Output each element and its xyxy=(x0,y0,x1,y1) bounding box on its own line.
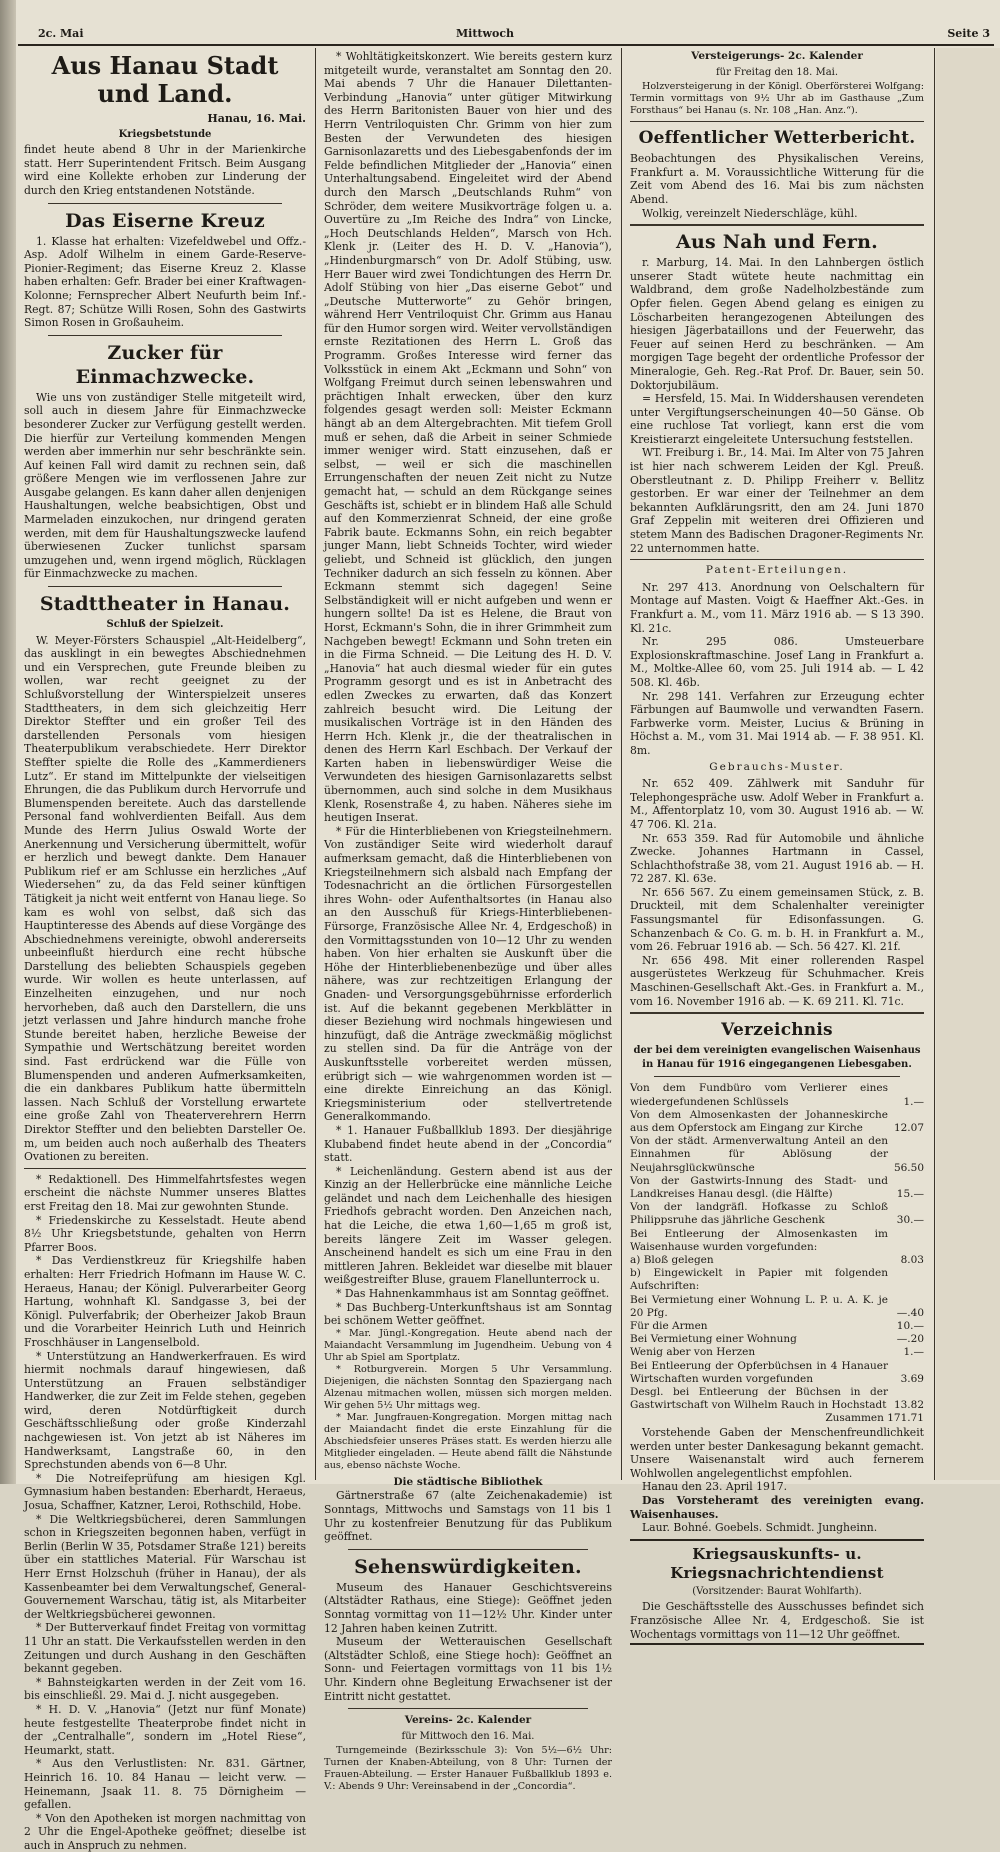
sight-entry: Museum der Wetterauischen Gesellschaft (Altstädter Schloß, eine Stiege hoch): Geöffnet an Sonn- und Feiertagen vormittags von 11 bis 1½ Uhr. Kindern ohne Begleitung Erwachsener ist der Eintritt nicht gestattet. xyxy=(324,1635,612,1703)
article-heading: Sehenswürdigkeiten. xyxy=(354,1555,582,1578)
donation-amount: —.20 xyxy=(896,1333,924,1346)
donation-source: Desgl. bei Entleerung der Büchsen in der Gastwirtschaft von Wilhelm Rauch in Hochstadt xyxy=(630,1386,888,1412)
article-text: Vorstehende Gaben der Menschenfreundlichkeit werden unter bester Dankesagung bekannt gemacht. Unsere Waisenanstalt wird auch fernerem Wohlwollen angelegentlichst empfohlen. xyxy=(630,1426,924,1480)
weather-forecast: Wolkig, vereinzelt Niederschläge, kühl. xyxy=(642,206,858,220)
article-subheading: Schluß der Spielzeit. xyxy=(106,619,224,631)
article-text: Die Geschäftsstelle des Ausschusses befindet sich Französische Allee Nr. 4, Erdgeschoß. Sie ist Wochentags vormittags von 11—12 Uhr geöffnet. xyxy=(630,1600,924,1641)
donation-source: Wenig aber von Herzen xyxy=(630,1346,756,1359)
donation-source: Bei Vermietung einer Wohnung L. P. u. A. K. je 20 Pfg. xyxy=(630,1293,888,1319)
local-note: * Unterstützung an Handwerkerfrauen. Es wird hiermit nochmals darauf hingewiesen, daß Unterstützung an Frauen selbständiger Handwerker, die zur Zeit im Felde stehen, gegeben wird, deren Notdürftigkeit durch Geschäftsschließung oder große Kinderzahl nachgewiesen ist. Von jetzt ab ist Näheres im Handwerksamt, Langstraße 60, in den Sprechstunden abends von 6—8 Uhr. xyxy=(24,1349,306,1472)
donation-total: Zusammen 171.71 xyxy=(825,1412,924,1425)
calendar-text: Turngemeinde (Bezirksschule 3): Von 5½—6½ Uhr: Turnen der Knaben-Abteilung, von 8 Uhr: Turnen der Frauen-Abteilung. — Erster Hanauer Fußballklub 1893 e. V.: Abends 9 Uhr: Vereinsabend in der „Concordia“. xyxy=(324,1745,612,1793)
donation-source: Bei Entleerung der Opferbüchsen in 4 Hanauer Wirtschaften wurden vorgefunden xyxy=(630,1359,888,1385)
sight-entry: Museum des Hanauer Geschichtsvereins (Altstädter Rathaus, eine Stiege): Geöffnet jeden Sonntag vormittag von 11—12½ Uhr. Kinder unter 12 Jahren haben keinen Zutritt. xyxy=(324,1580,612,1635)
calendar-text: Holzversteigerung in der Königl. Oberförsterei Wolfgang: Termin vormittags von 9½ Uhr ab im Gasthause „Zum Forsthaus“ bei Hanau (s. Nr. 108 „Han. Anz.“). xyxy=(630,81,924,117)
divider xyxy=(48,586,282,587)
local-note: * Rotburgverein. Morgen 5 Uhr Versammlung. Diejenigen, die nächsten Sonntag den Spaziergang nach Alzenau mitmachen wollen, müssen sich morgen melden. Wir gehen 5½ Uhr mittags weg. xyxy=(324,1363,612,1411)
weather-text: Beobachtungen des Physikalischen Vereins, Frankfurt a. M. Voraussichtliche Witterung für die Zeit vom Abend des 16. Mai bis zum nächsten Abend. xyxy=(630,152,924,206)
donation-amount xyxy=(888,1228,924,1254)
donation-row xyxy=(630,1333,924,1346)
donation-source: Bei Vermietung einer Wohnung xyxy=(630,1333,797,1346)
local-note: * Das Verdienstkreuz für Kriegshilfe haben erhalten: Herr Friedrich Hofmann im Hause W. C. Heraeus, Hanau; der Königl. Pulverarbeiter Georg Hartung, wohnhaft Kl. Sandgasse 3, bei der Königl. Pulverfabrik; der Oberheizer Jakob Braun und die Vorarbeiter Heinrich Luth und Heinrich Froschhäuser in Langenselbold. xyxy=(24,1254,306,1349)
donation-row xyxy=(630,1254,924,1267)
donation-row xyxy=(630,1201,924,1227)
article-heading: Das Eiserne Kreuz xyxy=(65,209,265,232)
donation-amount: 13.82 xyxy=(893,1399,924,1412)
divider xyxy=(348,1708,588,1709)
dateline: Hanau, 16. Mai. xyxy=(207,112,306,125)
header-rule xyxy=(18,44,994,46)
donation-source: Von der städt. Armenverwaltung Anteil an den Einnahmen für Ablösung der Neujahrsglückwünsche xyxy=(630,1135,888,1174)
donation-row xyxy=(630,1386,924,1412)
local-note: * Von den Apotheken ist morgen nachmittag von 2 Uhr die Engel-Apotheke geöffnet; dieselbe ist auch in Anspruch zu nehmen. xyxy=(24,1811,306,1852)
divider xyxy=(48,335,282,336)
article-text: Wie uns von zuständiger Stelle mitgeteilt wird, soll auch in diesem Jahre für Einmachzwecke besonderer Zucker zur Verfügung gestellt werden. Die hierfür zur Verteilung kommenden Mengen werden aber immerhin nur sehr beschränkte sein. Auf keinen Fall wird damit zu rechnen sein, daß größere Mengen wie im verflossenen Jahre zur Ausgabe gelangen. Es kann daher allen denjenigen Haushaltungen, welche beabsichtigen, Obst und Marmeladen einzukochen, nur dringend geraten werden, mit dem für Haushaltungszwecke laufend überwiesenen Zucker tunlichst sparsam umzugehen und, wenn irgend möglich, Rücklagen für Einmachzwecke zu machen. xyxy=(24,390,306,581)
article-text: W. Meyer-Försters Schauspiel „Alt-Heidelberg“, das ausklingt in ein bewegtes Abschiednehmen und ein Versprechen, gute Freunde bleiben zu wollen, war recht geeignet zu der Schlußvorstellung der Winterspielzeit unseres Stadttheaters, in dem sich gleichzeitig Herr Direktor Steffter und ein großer Teil des darstellenden Personals vom hiesigen Theaterpublikum verabschiedete. Herr Direktor Steffter spielte die Rolle des „Kammerdieners Lutz“. Er stand im Mittelpunkte der vielseitigen Ehrungen, die das Publikum durch Hervorrufe und Blumenspenden bereitete. Auch das darstellende Personal fand wohlverdienten Beifall. Aus dem Munde des Herrn Julius Oswald Worte der Anerkennung und Versicherung übermittelt, wofür er herzlich und bewegt dankte. Dem Hanauer Publikum rief er am Schlusse ein herzliches „Auf Wiedersehen“ zu, da das Feld seiner künftigen Tätigkeit ja nicht weit entfernt von Hanau liege. So kam es wohl von selbst, daß sich das Hauptinteresse des Abends auf diese Vorgänge des Abschiednehmens vereinigte, obwohl andererseits unbeeinflußt hierdurch eine recht hübsche Darstellung des beliebten Schauspiels gegeben wurde. Wir wollen es heute unterlassen, auf Einzelheiten einzugehen, und nur noch hervorheben, daß auch den Darstellern, die uns jetzt verlassen und Jahre hindurch manche frohe Stunde bereitet haben, herzliche Beweise der Sympathie und Wertschätzung bereitet worden sind. Fast erdrückend war die Fülle von Blumenspenden und anderen Aufmerksamkeiten, die ein dankbares Publikum hatte übermitteln lassen. Nach Schluß der Vorstellung erwartete eine große Zahl von Theaterverehrern Herrn Direktor Steffter und den beliebten Darsteller Oe. m, um beiden auch noch außerhalb des Theaters Ovationen zu bereiten. xyxy=(24,633,306,1164)
donation-amount: 56.50 xyxy=(893,1161,924,1174)
donation-amount: 8.03 xyxy=(900,1254,924,1267)
column-1 xyxy=(20,50,312,1852)
page-edge xyxy=(0,0,16,1484)
patent-entry: Nr. 652 409. Zählwerk mit Sanduhr für Telephongespräche usw. Adolf Weber in Frankfurt a. M., Affentorplatz 10, vom 30. August 1916 ab. — W. 47 706. Kl. 21a. xyxy=(630,777,924,831)
article-heading: Oeffentlicher Wetterbericht. xyxy=(638,128,916,149)
calendar-subheading: für Freitag den 18. Mai. xyxy=(715,66,839,78)
patent-entry: Nr. 656 567. Zu einem gemeinsamen Stück, z. B. Druckteil, mit dem Schalenhalter vereinigter Fassungsmantel für Edisonfassungen. G. Schanzenbach & Co. G. m. b. H. in Frankfurt a. M., vom 26. Februar 1916 ab. — Sch. 56 427. Kl. 21f. xyxy=(630,885,924,954)
divider xyxy=(630,224,924,226)
news-item: = Hersfeld, 15. Mai. In Widdershausen verendeten unter Vergiftungserscheinungen 40—50 Gänse. Ob eine ruchlose Tat vorliegt, kann erst die vom Kreistierarzt eingeleitete Untersuchung feststellen. xyxy=(630,392,924,446)
local-note: * Der Butterverkauf findet Freitag von vormittag 11 Uhr an statt. Die Verkaufsstellen werden in den Zeitungen und durch Aushang in den Geschäften bekannt gegeben. xyxy=(24,1621,306,1676)
divider xyxy=(348,1549,588,1550)
donation-amount: 10.— xyxy=(896,1320,924,1333)
article-heading: Aus Nah und Fern. xyxy=(676,231,878,254)
local-note: * H. D. V. „Hanovia“ (Jetzt nur fünf Monate) heute festgestellte Theaterprobe findet nicht in der „Centralhalle“, sondern im „Hotel Riese“, Heumarkt, statt. xyxy=(24,1702,306,1757)
local-note: * Aus den Verlustlisten: Nr. 831. Gärtner, Heinrich 16. 10. 84 Hanau — leicht verw. — Heinemann, Jsaak 11. 8. 75 Dörnigheim — gefallen. xyxy=(24,1757,306,1812)
column-rule xyxy=(315,48,316,1480)
donation-row xyxy=(630,1320,924,1333)
donation-row xyxy=(630,1175,924,1201)
column-3 xyxy=(624,50,930,1641)
page-margin xyxy=(936,48,1000,1480)
donation-row xyxy=(630,1294,924,1320)
donation-amount: 12.07 xyxy=(893,1122,924,1135)
local-note: * Das Buchberg-Unterkunftshaus ist am Sonntag bei schönem Wetter geöffnet. xyxy=(324,1300,612,1328)
patent-entry: Nr. 295 086. Umsteuerbare Explosionskraftmaschine. Josef Lang in Frankfurt a. M., Moltke-Allee 60, vom 25. Juli 1914 ab. — L 42 508. Kl. 46b. xyxy=(630,635,924,689)
donation-amount: 15.— xyxy=(896,1188,924,1201)
donation-amount: 3.69 xyxy=(900,1372,924,1385)
article-signature: Das Vorsteheramt des vereinigten evang. Waisenhauses. xyxy=(630,1494,924,1521)
donation-source: Von der landgräfl. Hofkasse zu Schloß Philippsruhe das jährliche Geschenk xyxy=(630,1201,888,1227)
donation-source: Von dem Almosenkasten der Johanneskirche aus dem Opferstock am Eingang zur Kirche xyxy=(630,1108,888,1135)
patent-entry: Nr. 298 141. Verfahren zur Erzeugung echter Färbungen auf Baumwolle und verwandten Fasern. Farbwerke vorm. Meister, Lucius & Brüning in Höchst a. M., vom 31. Mai 1914 ab. — F. 38 951. Kl. 8m. xyxy=(630,689,924,757)
local-note: * Die Weltkriegsbücherei, deren Sammlungen schon in Kriegszeiten begonnen haben, verfügt in Berlin (Berlin W 35, Potsdamer Straße 121) bereits über ein stattliches Material. Für Warschau ist Herr Ernst Holzschuh (früher in Hanau), der als Kassenbeamter bei dem Verwaltungschef, General-Gouvernement Warschau, tätig ist, als Mitarbeiter der Weltkriegsbücherei gewonnen. xyxy=(24,1512,306,1621)
header-page-number: Seite 3 xyxy=(947,27,990,40)
column-rule xyxy=(621,48,622,1480)
divider xyxy=(630,121,924,122)
patent-entry: Nr. 297 413. Anordnung von Oelschaltern für Montage auf Masten. Voigt & Haeffner Akt.-Ges. in Frankfurt a. M., vom 11. März 1916 ab. — S 13 390. Kl. 21c. xyxy=(630,580,924,635)
donation-amount: —.40 xyxy=(896,1306,924,1319)
local-note: * 1. Hanauer Fußballklub 1893. Der diesjährige Klubabend findet heute abend in der „Concordia“ statt. xyxy=(324,1123,612,1165)
local-note: * Für die Hinterbliebenen von Kriegsteilnehmern. Von zuständiger Seite wird wiederholt darauf aufmerksam gemacht, daß die Hinterbliebenen von Kriegsteilnehmern sich alsbald nach Empfang der Todesnachricht an die örtlichen Fürsorgestellen ihres Wohn- oder Aufenthaltsortes (in Hanau also an den Ausschuß für Kriegs-Hinterbliebenen-Fürsorge, Französische Allee Nr. 4, Erdgeschoß) in den Vormittagsstunden von 10—12 Uhr zu wenden haben. Von hier erhalten sie Auskunft über die Höhe der Hinterbliebenenbezüge und über alles nähere, was zur rechtzeitigen Erlangung der Gnaden- und Versorgungsgebührnisse erforderlich ist. Auf die bekannt gegebenen Merkblätter in dieser Beziehung wird nochmals hingewiesen und hinzufügt, daß die Anträge zweckmäßig möglichst zu stellen sind. Da für die Anträge von der Auskunftsstelle vorbereitet werden müssen, erübrigt sich — wie wahrgenommen worden ist — eine direkte Einreichung an das Königl. Kriegsministerium oder stellvertretende Generalkommando. xyxy=(324,824,612,1124)
article-heading: Patent-Erteilungen. xyxy=(705,564,849,577)
patent-entry: Nr. 653 359. Rad für Automobile und ähnliche Zwecke. Johannes Hartmann in Cassel, Schlachthofstraße 38, vom 21. August 1916 ab. — H. 72 287. Kl. 63e. xyxy=(630,831,924,886)
donation-row xyxy=(630,1082,924,1108)
donation-table xyxy=(630,1082,924,1412)
section-masthead: Aus Hanau Stadt und Land. xyxy=(51,51,279,108)
donation-source: b) Eingewickelt in Papier mit folgenden Aufschriften: xyxy=(630,1267,888,1293)
local-note: * Das Hahnenkammhaus ist am Sonntag geöffnet. xyxy=(336,1287,610,1301)
column-rule xyxy=(934,48,935,1480)
header-date: 2c. Mai xyxy=(38,27,84,40)
article-text: Gärtnerstraße 67 (alte Zeichenakademie) ist Sonntags, Mittwochs und Samstags von 11 bis 1 Uhr zu kostenfreier Benutzung für das Publikum geöffnet. xyxy=(324,1489,612,1544)
donation-row xyxy=(630,1109,924,1135)
article-text: 1. Klasse hat erhalten: Vizefeldwebel und Offz.-Asp. Adolf Wilhelm in einem Garde-Reserve-Pionier-Regiment; das Eiserne Kreuz 2. Klasse haben erhalten: Gefr. Brader bei einer Kraftwagen-Kolonne; Fernsprecher Albert Neufurth beim Inf.-Regt. 87; Schütze Willi Rosen, Sohn des Gastwirts Simon Rosen in Großauheim. xyxy=(24,234,306,330)
article-text: findet heute abend 8 Uhr in der Marienkirche statt. Herr Superintendent Fritsch. Beim Ausgang wird eine Kollekte erhoben zur Linderung der durch den Krieg entstandenen Notstände. xyxy=(24,143,306,197)
local-note: * Friedenskirche zu Kesselstadt. Heute abend 8½ Uhr Kriegsbetstunde, gehalten von Herrn Pfarrer Boos. xyxy=(24,1213,306,1254)
donation-amount: 1.— xyxy=(903,1095,924,1108)
donation-amount: 30.— xyxy=(896,1214,924,1227)
header-weekday: Mittwoch xyxy=(456,27,515,40)
local-note: * Redaktionell. Des Himmelfahrtsfestes wegen erscheint die nächste Nummer unseres Blattes erst Freitag den 18. Mai zur gewohnten Stunde. xyxy=(24,1172,306,1213)
divider xyxy=(48,203,282,204)
calendar-heading: Versteigerungs- 2c. Kalender xyxy=(691,50,863,62)
divider xyxy=(630,559,924,560)
notice-box xyxy=(630,1539,924,1645)
donation-amount: 1.— xyxy=(903,1346,924,1359)
calendar-heading: Vereins- 2c. Kalender xyxy=(404,1714,532,1727)
article-subheading: der bei dem vereinigten evangelischen Waisenhaus in Hanau für 1916 eingegangenen Liebesgaben. xyxy=(633,1045,921,1070)
donation-row xyxy=(630,1228,924,1254)
divider xyxy=(630,1012,924,1014)
news-item: WT. Freiburg i. Br., 14. Mai. Im Alter von 75 Jahren ist hier nach schwerem Leiden der Kgl. Preuß. Oberstleutnant z. D. Philipp Freiherr v. Bellitz gestorben. Er war einer der Teilnehmer an dem bekannten Aufklärungsritt, den am 24. Juni 1870 Graf Zeppelin mit weiteren drei Offizieren und stetem Mann des Badischen Dragoner-Regiments Nr. 22 unternommen hatte. xyxy=(630,446,924,555)
article-heading: Stadttheater in Hanau. xyxy=(39,593,291,616)
donation-source: Von der Gastwirts-Innung des Stadt- und Landkreises Hanau desgl. (die Hälfte) xyxy=(630,1174,888,1201)
local-note: * Bahnsteigkarten werden in der Zeit vom 16. bis einschließl. 29. Mai d. J. nicht ausgegeben. xyxy=(24,1675,306,1703)
column-2 xyxy=(318,50,618,1793)
article-heading: Zucker für Einmachzwecke. xyxy=(75,341,255,388)
calendar-subheading: für Mittwoch den 16. Mai. xyxy=(401,1730,535,1742)
donation-source: Von dem Fundbüro vom Verlierer eines wiedergefundenen Schlüssels xyxy=(630,1082,888,1108)
divider xyxy=(24,1168,306,1169)
local-note: * Leichenländung. Gestern abend ist aus der Kinzig an der Hellerbrücke eine männliche Leiche geländet und nach dem Leichenhalle des hiesigen Friedhofs gebracht worden. Den Anzeichen nach, hat die Leiche, die etwa 1,60—1,65 m groß ist, bereits längere Zeit im Wasser gelegen. Anscheinend handelt es sich um eine Frau in den mittleren Jahren. Bekleidet war dieselbe mit blauer weißgestreifter Bluse, grauem Flanellunterrock u. xyxy=(324,1164,612,1287)
local-note: * Mar. Jüngl.-Kongregation. Heute abend nach der Maiandacht Versammlung im Jugendheim. Uebung von 4 Uhr ab Spiel am Sportplatz. xyxy=(324,1327,612,1363)
article-signature: Laur. Bohné. Goebels. Schmidt. Jungheinn. xyxy=(642,1521,878,1535)
patent-entry: Nr. 656 498. Mit einer rollerenden Raspel ausgerüstetes Werkzeug für Schuhmacher. Kreis Maschinen-Gesellschaft Akt.-Ges. in Frankfurt a. M., vom 16. November 1916 ab. — K. 69 211. Kl. 71c. xyxy=(630,953,924,1008)
article-subheading: (Vorsitzender: Baurat Wohlfarth). xyxy=(692,1585,862,1597)
local-note: * Wohltätigkeitskonzert. Wie bereits gestern kurz mitgeteilt wurde, veranstaltet am Sonntag den 20. Mai abends 7 Uhr die Hanauer Dilettanten-Verbindung „Hanovia“ unter gütiger Mitwirkung des Herrn Baritonisten Bauer von hier und des Herrn Ventriloquisten Chr. Grimm von hier zum Besten der Verwundeten des hiesigen Garnisonlazaretts und des Liebesgabenfonds der im Felde befindlichen Mitglieder der „Hanovia“ einen Unterhaltungsabend. Eingeleitet wird der Abend durch den Marsch „Deutschlands Ruhm“ von Schröder, dem weitere Musikvorträge folgen u. a. Ouvertüre zu „Im Reiche des Indra“ von Lincke, „Hoch Deutschlands Helden“, Marsch von Hch. Klenk jr. (Leiter des H. D. V. „Hanovia“), „Hindenburgmarsch“ von Dr. Adolf Stübing, usw. Herr Bauer wird zwei Tondichtungen des Herrn Dr. Adolf Stübing von hier „Das eiserne Gebot“ und „Deutsche Mutterworte“ zu Gehör bringen, während Herr Ventriloquist Chr. Grimm aus Hanau für den Humor sorgen wird. Weiter vervollständigen ernste Rezitationen des Herrn L. Groß das Programm. Großes Interesse wird ferner das Volksstück in einem Akt „Eckmann und Sohn“ von Wolfgang Freimut durch seinen lebenswahren und prächtigen Inhalt erwecken, über den kurz folgendes gesagt werden soll: Meister Eckmann hängt ab an dem Altergebrachten. Mit tiefem Groll muß er sehen, daß die Arbeit in seiner Schmiede immer weniger wird. Statt einzusehen, daß er selbst, — weil er sich die maschinellen Errungenschaften der neuen Zeit nicht zu Nutze gemacht hat, — schuld an dem Rückgange seines Geschäfts ist, schiebt er in blindem Haß alle Schuld auf den Kommerzienrat Schneid, der eine große Fabrik baute. Eckmanns Sohn, ein reich begabter junger Mann, liebt Schneids Tochter, wird wieder geliebt, und Schneid ist glücklich, den jungen Techniker dadurch an sich fesseln zu können. Aber Eckmann stemmt sich dagegen! Seine Selbständigkeit will er nicht aufgeben und wenn er hungern sollte! Da ist es Helene, die Braut von Horst, Eckmann's Sohn, die in ihrer Grimmheit zum Nachgeben bewegt! Eckmann und Sohn treten ein in die Firma Schneid. — Die Leitung des H. D. V. „Hanovia“ hat auch diesmal wieder für ein gutes Programm gesorgt und es ist in Anbetracht des edlen Zweckes zu erwarten, daß das Konzert zahlreich besucht wird. Die Leitung der musikalischen Vorträge ist in den Händen des Herrn Hch. Klenk jr., die der theatralischen in denen des Herrn Karl Eschbach. Der Verkauf der Karten haben in liebenswürdiger Weise die Verwundeten des hiesigen Garnisonlazaretts selbst übernommen, auch sind solche in dem Musikhaus Klenk, Rosenstraße 4, zu haben. Näheres siehe im heutigen Inserat. xyxy=(324,50,612,825)
article-heading: Gebrauchs-Muster. xyxy=(709,760,845,773)
donation-amount xyxy=(888,1267,924,1293)
article-heading: Kriegsauskunfts- u. Kriegsnachrichtendienst xyxy=(670,1544,884,1582)
donation-row xyxy=(630,1346,924,1359)
article-heading: Die städtische Bibliothek xyxy=(393,1475,543,1488)
donation-row xyxy=(630,1267,924,1293)
divider xyxy=(654,1076,900,1077)
donation-source: a) Bloß gelegen xyxy=(630,1254,714,1267)
donation-row xyxy=(630,1135,924,1175)
news-item: r. Marburg, 14. Mai. In den Lahnbergen östlich unserer Stadt wütete heute nachmittag ein Waldbrand, dem große Nadelholzbestände zum Opfer fielen. Gegen Abend gelang es einigen zu Löscharbeiten herangezogenen Abteilungen des hiesigen Jägerbataillons und der Feuerwehr, das Feuer auf seinen Herd zu beschränken. — Am morgigen Tage begeht der ordentliche Professor der Mineralogie, Geh. Reg.-Rat Prof. Dr. Bauer, sein 50. Doktorjubiläum. xyxy=(630,256,924,392)
donation-source: Bei Entleerung der Almosenkasten im Waisenhause wurden vorgefunden: xyxy=(630,1227,888,1253)
local-note: * Die Notreifeprüfung am hiesigen Kgl. Gymnasium haben bestanden: Eberhardt, Heraeus, Josua, Schaffner, Katzner, Leroi, Rothschild, Hobe. xyxy=(24,1471,306,1513)
article-heading: Verzeichnis xyxy=(721,1020,833,1041)
local-note: * Mar. Jungfrauen-Kongregation. Morgen mittag nach der Maiandacht findet die erste Einzahlung für die Abschiedsfeier unseres Präses statt. Es werden hierzu alle Mitglieder eingeladen. — Heute abend fällt die Nähstunde aus, ebenso nächste Woche. xyxy=(324,1411,612,1471)
page-header xyxy=(16,26,1000,42)
article-heading: Kriegsbetstunde xyxy=(118,128,212,140)
donation-source: Für die Armen xyxy=(630,1320,708,1333)
donation-row xyxy=(630,1360,924,1386)
article-date: Hanau den 23. April 1917. xyxy=(642,1480,788,1494)
